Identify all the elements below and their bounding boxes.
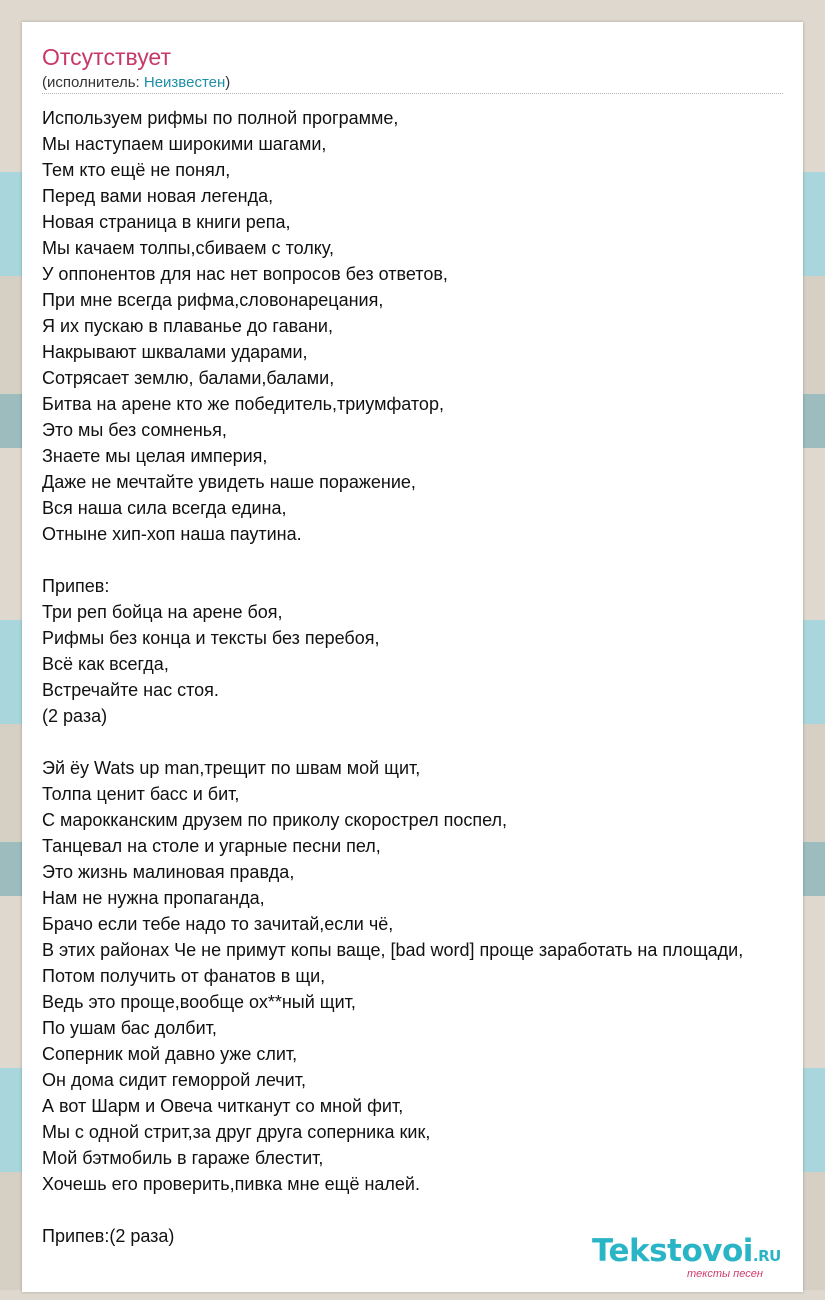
lyric-line: Знаете мы целая империя,: [42, 446, 268, 466]
lyric-line: Потом получить от фанатов в щи,: [42, 966, 326, 986]
artist-suffix: ): [225, 74, 231, 91]
artist-line: [42, 74, 230, 91]
lyric-line: Мой бэтмобиль в гараже блестит,: [42, 1148, 324, 1168]
lyric-line: Всё как всегда,: [42, 654, 169, 674]
lyric-line: По ушам бас долбит,: [42, 1018, 217, 1038]
lyric-line: В этих районах Че не примут копы ваще, [bad word] проще заработать на площади,: [42, 940, 744, 960]
lyric-line: Я их пускаю в плаванье до гавани,: [42, 316, 333, 336]
lyric-line: Отныне хип-хоп наша паутина.: [42, 524, 302, 544]
lyric-line: Эй ёу Wats up man,трещит по швам мой щит,: [42, 758, 421, 778]
lyric-line: Встречайте нас стоя.: [42, 680, 219, 700]
lyric-line: Рифмы без конца и тексты без перебоя,: [42, 628, 380, 648]
artist-link[interactable]: Неизвестен: [143, 74, 226, 91]
lyric-line: Соперник мой давно уже слит,: [42, 1044, 298, 1064]
lyric-line: А вот Шарм и Овеча читканут со мной фит,: [42, 1096, 404, 1116]
lyric-line: У оппонентов для нас нет вопросов без ответов,: [42, 264, 448, 284]
lyric-line: Ведь это проще,вообще ох**ный щит,: [42, 992, 356, 1012]
logo-wordmark: Tekstovoi.RU: [592, 1233, 781, 1269]
lyric-line: Тем кто ещё не понял,: [42, 160, 231, 180]
logo-tagline: тексты песен: [687, 1268, 763, 1280]
lyric-line: Три реп бойца на арене боя,: [42, 602, 283, 622]
lyric-line: Мы наступаем широкими шагами,: [42, 134, 327, 154]
lyric-line: С марокканским друзем по приколу скорострел поспел,: [42, 810, 508, 830]
artist-prefix: (исполнитель:: [42, 74, 144, 91]
blank-line: [42, 729, 825, 755]
lyric-line: При мне всегда рифма,словонарецания,: [42, 290, 384, 310]
lyric-line: Вся наша сила всегда едина,: [42, 498, 287, 518]
lyric-line: Толпа ценит басс и бит,: [42, 784, 240, 804]
lyric-line: Мы качаем толпы,сбиваем с толку,: [42, 238, 334, 258]
lyric-line: Битва на арене кто же победитель,триумфатор,: [42, 394, 444, 414]
lyric-line: Брачо если тебе надо то зачитай,если чё,: [42, 914, 394, 934]
lyric-line: (2 раза): [42, 706, 108, 726]
lyric-line: Новая страница в книги репа,: [42, 212, 291, 232]
tekstovoi-logo[interactable]: [592, 1233, 802, 1283]
blank-line: [42, 547, 825, 573]
lyric-line: Накрывают шквалами ударами,: [42, 342, 308, 362]
lyric-line: Хочешь его проверить,пивка мне ещё налей.: [42, 1174, 420, 1194]
lyric-line: Мы с одной стрит,за друг друга соперника кик,: [42, 1122, 431, 1142]
lyric-line: Перед вами новая легенда,: [42, 186, 274, 206]
lyric-line: Это жизнь малиновая правда,: [42, 862, 295, 882]
lyric-line: Сотрясает землю, балами,балами,: [42, 368, 335, 388]
lyrics-text: [42, 105, 825, 1249]
blank-line: [42, 1197, 825, 1223]
lyrics-card: [22, 22, 803, 1292]
lyric-line: Припев:: [42, 576, 110, 596]
lyric-line: Припев:(2 раза): [42, 1226, 175, 1246]
lyric-line: Даже не мечтайте увидеть наше поражение,: [42, 472, 416, 492]
lyric-line: Нам не нужна пропаганда,: [42, 888, 265, 908]
lyric-line: Танцевал на столе и угарные песни пел,: [42, 836, 381, 856]
lyric-line: Это мы без сомненья,: [42, 420, 227, 440]
lyric-line: Он дома сидит геморрой лечит,: [42, 1070, 306, 1090]
song-title: Отсутствует: [42, 44, 171, 70]
lyric-line: Используем рифмы по полной программе,: [42, 108, 399, 128]
dotted-divider: [42, 93, 783, 94]
